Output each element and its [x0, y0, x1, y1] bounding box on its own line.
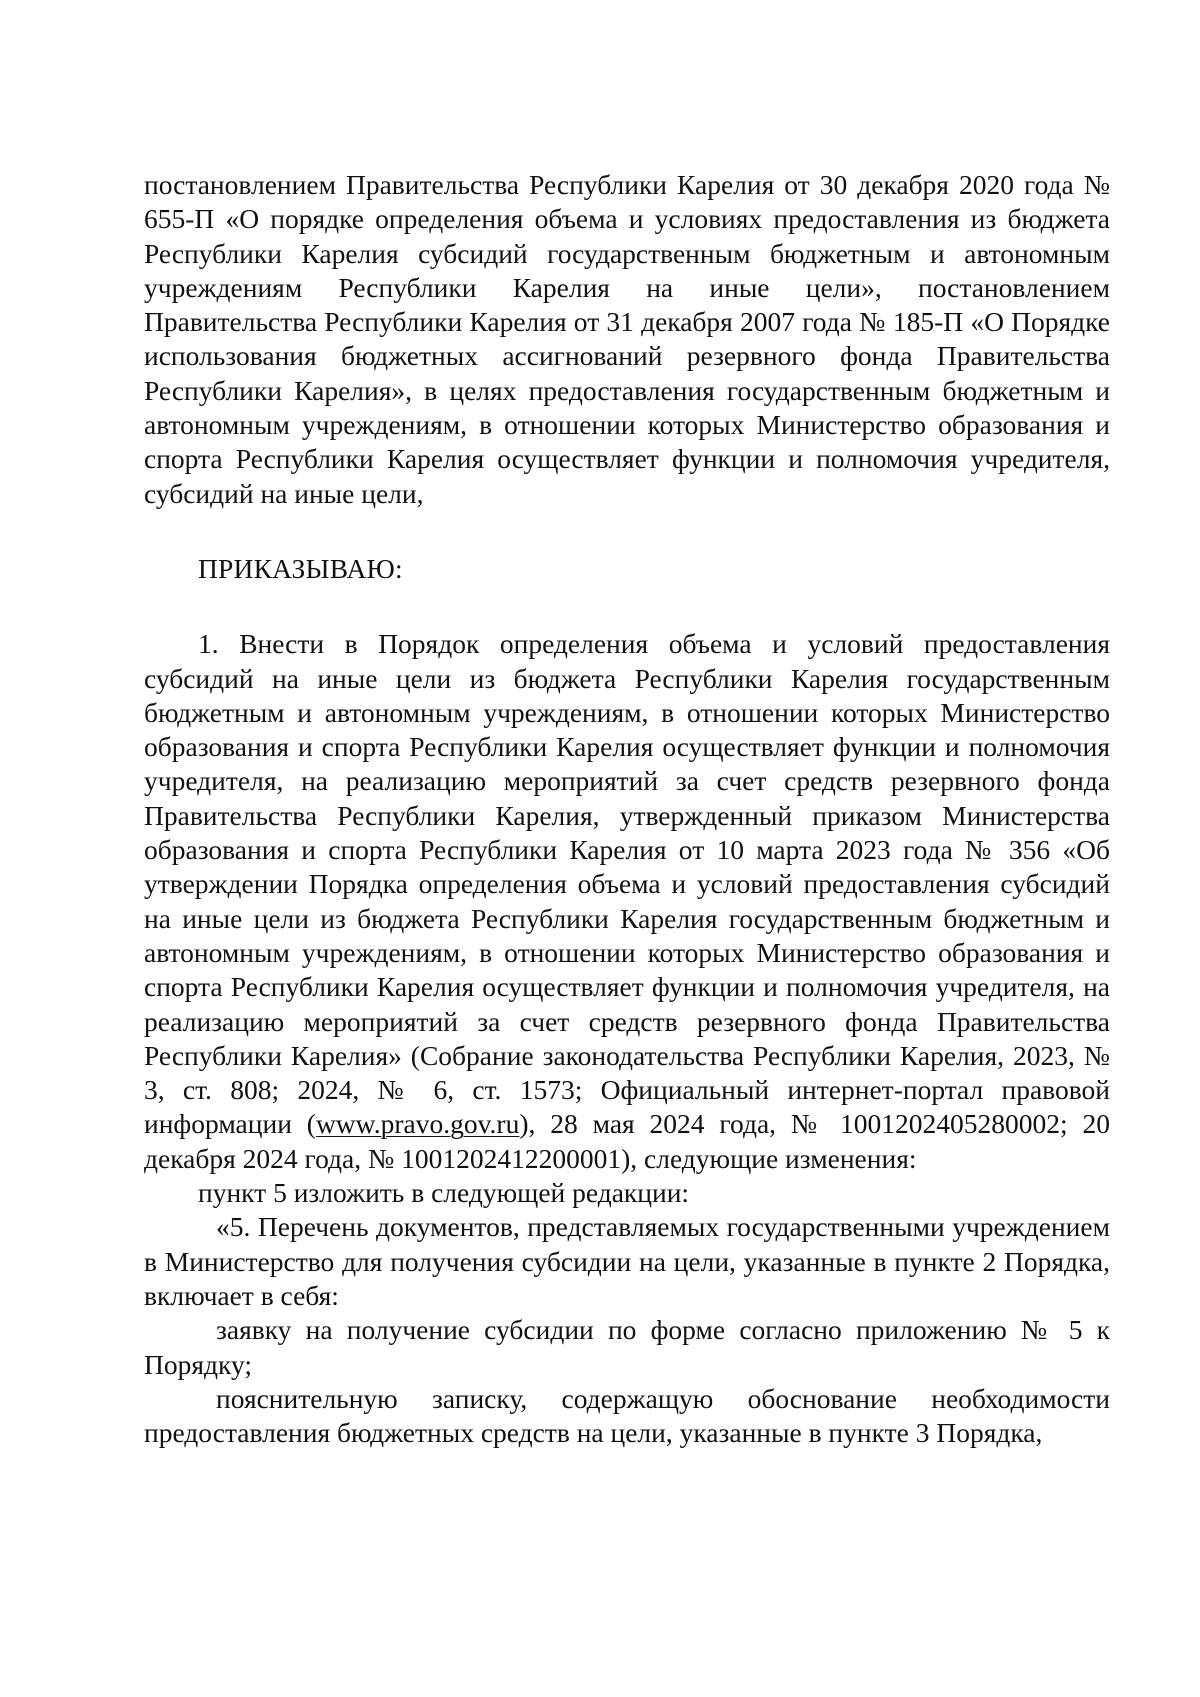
item-1-paragraph — [144, 627, 1110, 1176]
clause-5-intro: пункт 5 изложить в следующей редакции: — [198, 1177, 690, 1209]
spacer — [144, 511, 1110, 552]
list-item-application: заявку на получение субсидии по форме согласно приложению № 5 к Порядку; — [144, 1314, 1110, 1380]
list-item-explanatory-note: пояснительную записку, содержащую обоснование необходимости предоставления бюджетных средств на цели, указанные в пункте 3 Порядка, — [144, 1382, 1110, 1449]
spacer — [144, 586, 1110, 627]
item-1-text-start: 1. Внести в Порядок определения объема и условий предоставления субсидий на иные цели из бюджета Республики Карелия государственным бюджетным и автономным учреждениям, в отношении которых Министерство образования и спорта Республики Карелия осуществляет функции и полномочия учредителя, на реализацию мероприятий за счет средств резервного фонда Правительства Республики Карелия, утвержденный приказом Министерства образования и спорта Республики Карелия от 10 марта 2023 года № 356 «Об утверждении Порядка определения объема и условий предоставления субсидий на иные цели из бюджета Республики Карелия государственным бюджетным и автономным учреждениям, в отношении которых Министерство образования и спорта Республики Карелия осуществляет функции и полномочия учредителя, на реализацию мероприятий за счет средств резервного фонда Правительства Республики Карелия» (Собрание законодательства Республики Карелия, 2023, № 3, ст. 808; 2024, № 6, ст. 1573; Официальный интернет-портал правовой информации ( — [144, 628, 1110, 1140]
clause-5-text: «5. Перечень документов, представляемых государственными учреждением в Министерство для получения субсидии на цели, указанные в пункте 2 Порядка, включает в себя: — [144, 1211, 1110, 1311]
order-heading: ПРИКАЗЫВАЮ: — [198, 552, 403, 584]
intro-paragraph: постановлением Правительства Республики Карелия от 30 декабря 2020 года № 655-П «О порядке определения объема и условиях предоставления из бюджета Республики Карелия субсидий государственным бюджетным и автономным учреждениям Республики Карелия на иные цели», постановлением Правительства Республики Карелия от 31 декабря 2007 года № 185-П «О Порядке использования бюджетных ассигнований резервного фонда Правительства Республики Карелия», в целях предоставления государственным бюджетным и автономным учреждениям, в отношении которых Министерство образования и спорта Республики Карелия осуществляет функции и полномочия учредителя, субсидий на иные цели, — [144, 169, 1110, 509]
document-page — [144, 168, 1110, 1450]
item-1-text-end: ), 28 мая 2024 года, № 1001202405280002; 20 декабря 2024 года, № 1001202412200001), следующие изменения: — [144, 1108, 1110, 1174]
pravo-gov-link[interactable]: www.pravo.gov.ru — [315, 1108, 520, 1140]
